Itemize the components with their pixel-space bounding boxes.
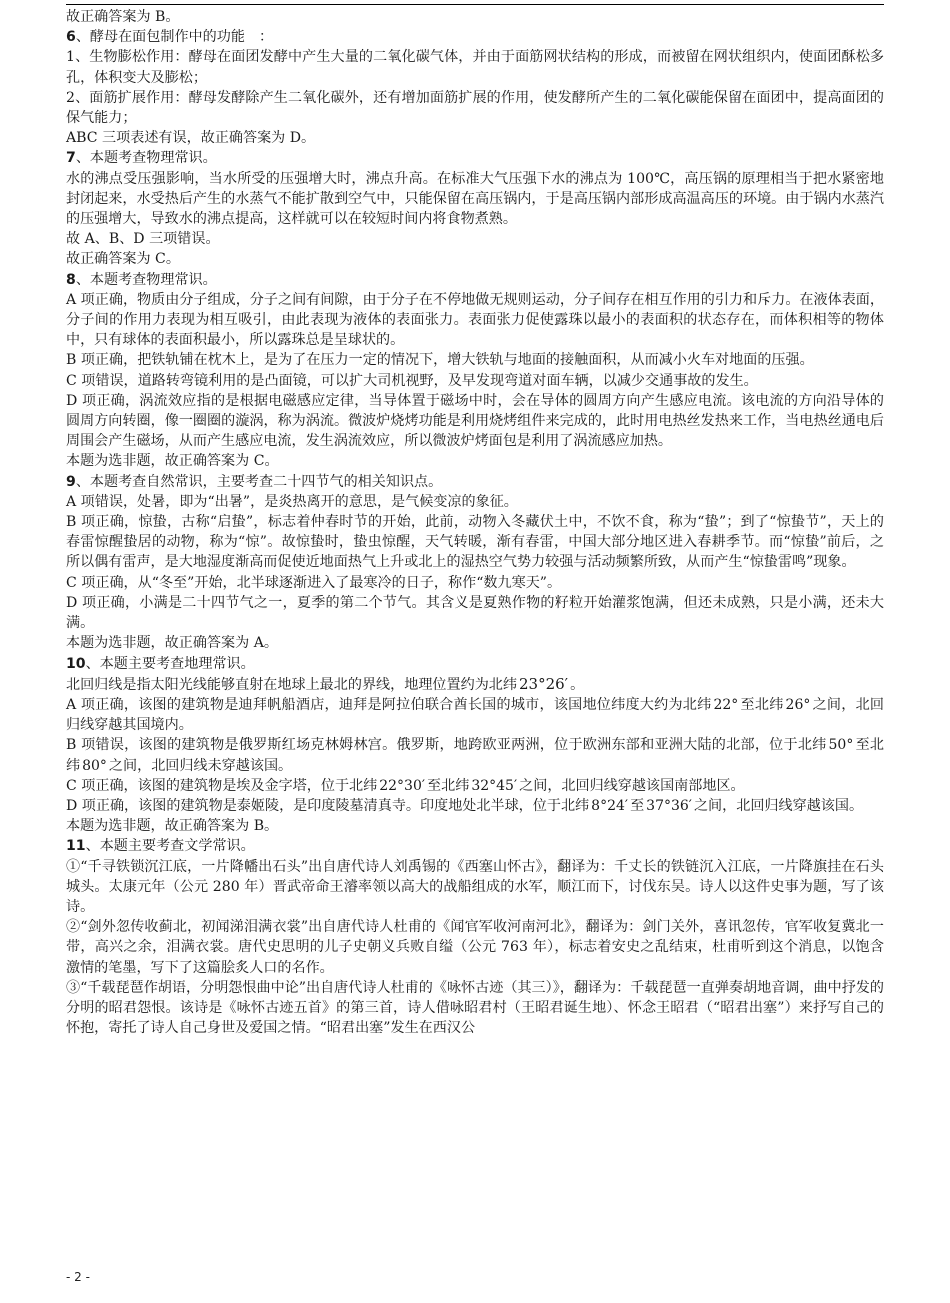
answer-line: 本题为选非题，故正确答案为 B。 [66, 818, 279, 835]
text-run: 之间，北回归线穿越该国南部地区。 [519, 777, 745, 794]
latitude-formula: 32°45′ [471, 777, 518, 794]
text-run: 。 [570, 676, 585, 693]
latitude-formula: 80° [82, 757, 107, 774]
paragraph [66, 796, 884, 816]
latitude-formula: 22°30′ [379, 777, 426, 794]
paragraph: 故正确答案为 B。 [66, 9, 180, 25]
paragraph: C 项错误，道路转弯镜利用的是凸面镜，可以扩大司机视野，及早发现弯道对面车辆，以减少交通事故的发生。 [66, 372, 758, 389]
question-8-heading [66, 270, 884, 290]
latitude-formula: 37°36′ [646, 797, 692, 814]
paragraph: 2、面筋扩展作用：酵母发酵除产生二氧化碳外，还有增加面筋扩展的作用，使发酵所产生的二氧化碳能保留在面团中，提高面团的保气能力； [66, 89, 884, 127]
question-number: 10 [66, 655, 86, 672]
question-11-heading [66, 836, 884, 856]
paragraph: 水的沸点受压强影响，当水所受的压强增大时，沸点升高。在标准大气压强下水的沸点为 100℃，高压锅的原理相当于把水紧密地封闭起来，水受热后产生的水蒸气不能扩散到空气中，只能保留在高压锅内，于是高压锅内部形成高温高压的环境。由于锅内水蒸汽的压强增大，导致水的沸点提高，这样就可以在较短时间内将食物煮熟。 [66, 170, 884, 228]
text-run: 之间，北回归线未穿越该国。 [108, 757, 293, 774]
question-title: 、酵母在面包制作中的功能 ： [75, 29, 274, 46]
latitude-formula: 23°26′ [519, 674, 569, 693]
text-run: 至北纬 [427, 777, 470, 794]
text-run: D 项正确，该图的建筑物是泰姬陵，是印度陵墓清真寺。印度地处北半球，位于北纬 [66, 797, 590, 814]
question-10-heading [66, 654, 884, 674]
question-number: 8 [66, 271, 76, 288]
text-run: 之间，北回归线穿越其国境内。 [66, 696, 885, 734]
text-run: 之间，北回归线穿越该国。 [693, 797, 864, 814]
question-title: 、本题主要考查地理常识。 [85, 655, 255, 672]
document-body [66, 7, 884, 1038]
paragraph: B 项正确，惊蛰，古称“启蛰”，标志着仲春时节的开始，此前，动物入冬藏伏土中，不饮不食，称为“蛰”；到了“惊蛰节”，天上的春雷惊醒蛰居的动物，称为“惊”。故惊蛰时，蛰虫惊醒，天气转暖，渐有春雷，中国大部分地区进入春耕季节。而“惊蛰”前后，之所以偶有雷声，是大地湿度渐高而促使近地面热气上升或北上的湿热空气势力较强与活动频繁所致，从而产生“惊蛰雷鸣”现象。 [66, 514, 884, 571]
paragraph: ②“剑外忽传收蓟北，初闻涕泪满衣裳”出自唐代诗人杜甫的《闻官军收河南河北》，翻译为：剑门关外，喜讯忽传，官军收复冀北一带，高兴之余，泪满衣裳。唐代史思明的儿子史朝义兵败自缢（公元 763 年），标志着安史之乱结束，杜甫听到这个消息，以饱含激情的笔墨，写下了这篇脍炙人口的名作。 [66, 919, 884, 976]
paragraph: D 项正确，小满是二十四节气之一，夏季的第二个节气。其含义是夏熟作物的籽粒开始灌浆饱满，但还未成熟，只是小满，还未大满。 [66, 594, 884, 632]
question-6-heading [66, 27, 884, 47]
text-run: C 项正确，该图的建筑物是埃及金字塔，位于北纬 [66, 777, 378, 794]
question-9-heading [66, 472, 884, 492]
text-run: B 项错误，该图的建筑物是俄罗斯红场克林姆林宫。俄罗斯，地跨欧亚两洲，位于欧洲东部和亚洲大陆的北部，位于北纬 [66, 737, 827, 754]
question-title: 、本题主要考查文学常识。 [85, 838, 255, 855]
paragraph: A 项错误，处暑，即为“出暑”，是炎热离开的意思，是气候变凉的象征。 [66, 493, 518, 510]
latitude-formula: 50° [828, 737, 854, 754]
question-7-heading [66, 148, 884, 168]
text-run: 北回归线是指太阳光线能够直射在地球上最北的界线，地理位置约为北纬 [66, 676, 517, 693]
question-title: 、本题考查自然常识，主要考查二十四节气的相关知识点。 [75, 473, 443, 490]
text-run: A 项正确，该图的建筑物是迪拜帆船酒店，迪拜是阿拉伯联合酋长国的城市，该国地位纬度大约为北纬 [66, 696, 712, 713]
latitude-formula: 22° [713, 696, 739, 713]
paragraph: B 项正确，把铁轨铺在枕木上，是为了在压力一定的情况下，增大铁轨与地面的接触面积，从而减小火车对地面的压强。 [66, 352, 814, 369]
paragraph: 故 A、B、D 三项错误。 [66, 231, 220, 248]
question-number: 6 [66, 29, 76, 46]
paragraph [66, 695, 884, 735]
question-number: 9 [66, 473, 76, 490]
paragraph [66, 776, 884, 796]
question-title: 、本题考查物理常识。 [75, 150, 217, 167]
question-number: 7 [66, 150, 76, 167]
paragraph: 1、生物膨松作用：酵母在面团发酵中产生大量的二氧化碳气体，并由于面筋网状结构的形成，而被留在网状组织内，使面团酥松多孔，体积变大及膨松； [66, 49, 884, 86]
paragraph: A 项正确，物质由分子组成，分子之间有间隙，由于分子在不停地做无规则运动，分子间存在相互作用的引力和斥力。在液体表面，分子间的作用力表现为相互吸引，由此表现为液体的表面张力。表面张力促使露珠以最小的表面积的状态存在，而体积相等的物体中，只有球体的表面积最小，所以露珠总是呈球状的。 [66, 291, 884, 349]
paragraph [66, 674, 884, 695]
paragraph: ③“千载琵琶作胡语，分明怨恨曲中论”出自唐代诗人杜甫的《咏怀古迹（其三）》，翻译为：千载琵琶一直弹奏胡地音调，曲中抒发的分明的昭君怨恨。该诗是《咏怀古迹五首》的第三首，诗人借咏昭君村（王昭君诞生地）、怀念王昭君（“昭君出塞”）来抒写自己的怀抱，寄托了诗人自己身世及爱国之情。“昭君出塞”发生在西汉公 [66, 979, 884, 1037]
answer-line: 本题为选非题，故正确答案为 A。 [66, 635, 278, 652]
answer-line: 本题为选非题，故正确答案为 C。 [66, 453, 279, 470]
question-title: 、本题考查物理常识。 [75, 271, 217, 288]
paragraph: ABC 三项表述有误，故正确答案为 D。 [66, 130, 316, 147]
latitude-formula: 8°24′ [591, 797, 629, 814]
question-number: 11 [66, 838, 86, 855]
paragraph: C 项正确，从“冬至”开始，北半球逐渐进入了最寒冷的日子，称作“数九寒天”。 [66, 574, 562, 591]
paragraph: 故正确答案为 C。 [66, 251, 180, 268]
latitude-formula: 26° [785, 696, 811, 713]
top-rule [66, 4, 884, 5]
text-run: 至 [630, 797, 645, 814]
page-number: - 2 - [66, 1270, 90, 1284]
paragraph: D 项正确，涡流效应指的是根据电磁感应定律，当导体置于磁场中时，会在导体的圆周方向产生感应电流。该电流的方向沿导体的圆周方向转圈，像一圈圈的漩涡，称为涡流。微波炉烧烤功能是利用烧烤组件来完成的，此时用电热丝发热来工作，当电热丝通电后周围会产生磁场，从而产生感应电流，发生涡流效应，所以微波炉烤面包是利用了涡流感应加热。 [66, 392, 884, 450]
text-run: 至北纬 [66, 737, 884, 774]
text-run: 至北纬 [740, 696, 784, 713]
paragraph [66, 735, 884, 775]
paragraph: ①“千寻铁锁沉江底，一片降幡出石头”出自唐代诗人刘禹锡的《西塞山怀古》，翻译为：千丈长的铁链沉入江底，一片降旗挂在石头城头。太康元年（公元 280 年）晋武帝命王濬率领以高大的战船组成的水军，顺江而下，讨伐东吴。诗人以这件史事为题，写了该诗。 [66, 858, 884, 915]
